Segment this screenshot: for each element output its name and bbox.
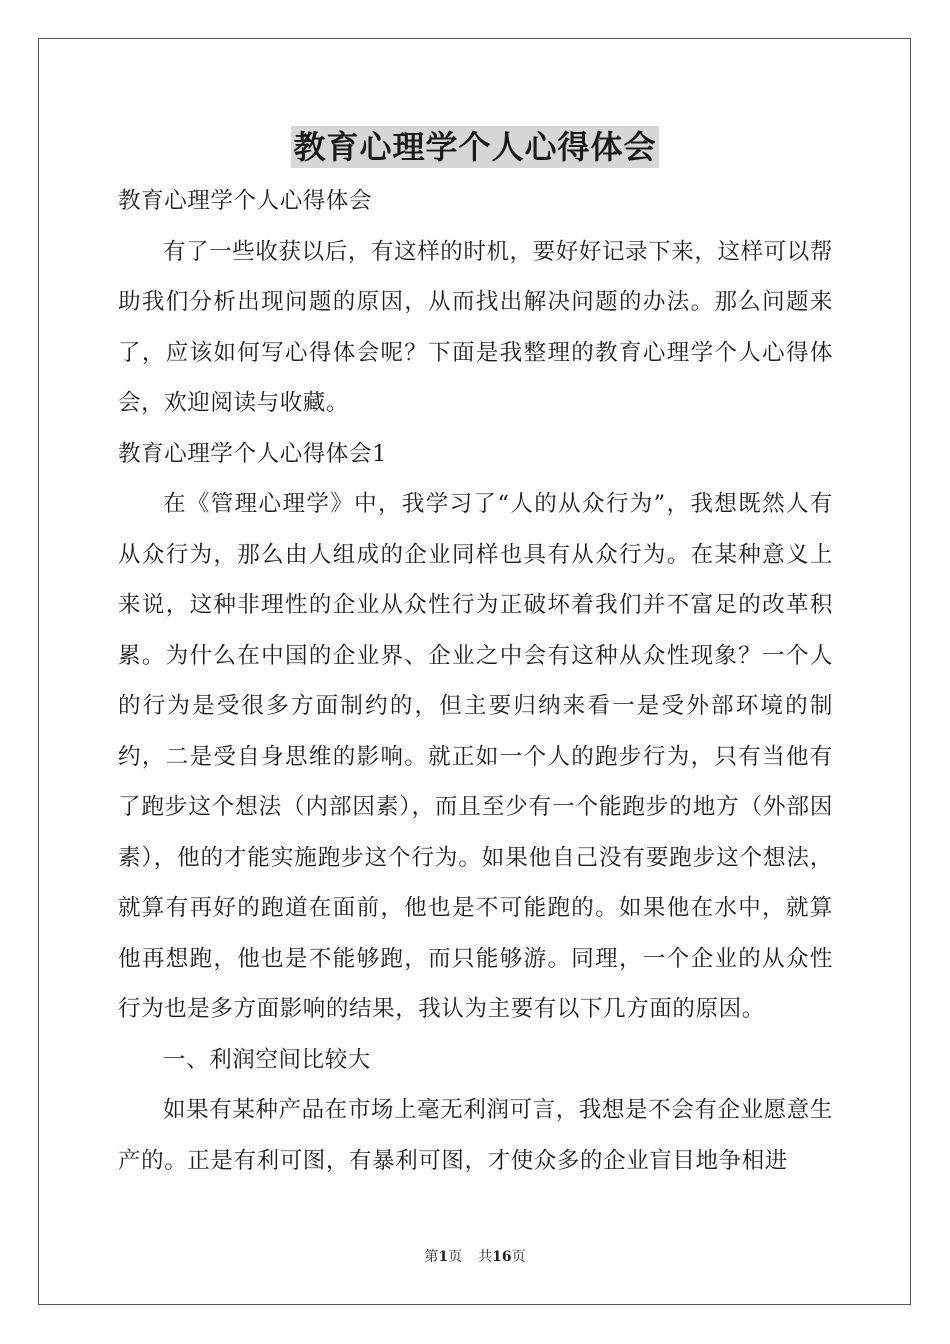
footer-total-prefix: 共 — [478, 1249, 493, 1265]
body-paragraph: 在《管理心理学》中，我学习了“人的从众行为”，我想既然人有从众行为，那么由人组成的企业同样也具有从众行为。在某种意义上来说，这种非理性的企业从众性行为正破坏着我们并不富足的改革积累。为什么在中国的企业界、企业之中会有这种从众性现象？一个人的行为是受很多方面制约的，但主要归纳来看一是受外部环境的制约，二是受自身思维的影响。就正如一个人的跑步行为，只有当他有了跑步这个想法（内部因素），而且至少有一个能跑步的地方（外部因素），他的才能实施跑步这个行为。如果他自己没有要跑步这个想法，就算有再好的跑道在面前，他也是不可能跑的。如果他在水中，就算他再想跑，他也是不能够跑，而只能够游。同理，一个企业的从众性行为也是多方面影响的结果，我认为主要有以下几方面的原因。 — [118, 491, 833, 1022]
title-container — [0, 126, 950, 168]
footer-total-pages: 16 — [492, 1249, 512, 1265]
subsection-heading: 一、利润空间比较大 — [163, 1046, 371, 1073]
page-footer — [0, 1246, 950, 1266]
footer-page-suffix: 页 — [448, 1249, 463, 1265]
intro-paragraph: 有了一些收获以后，有这样的时机，要好好记录下来，这样可以帮助我们分析出现问题的原因，从而找出解决问题的办法。那么问题来了，应该如何写心得体会呢？下面是我整理的教育心理学个人心得体会，欢迎阅读与收藏。 — [118, 238, 833, 416]
body-paragraph: 如果有某种产品在市场上毫无利润可言，我想是不会有企业愿意生产的。正是有利可图，有暴利可图，才使众多的企业盲目地争相进 — [118, 1097, 833, 1174]
footer-page-prefix: 第 — [424, 1249, 439, 1265]
footer-page-number: 1 — [438, 1249, 449, 1265]
subtitle-paragraph: 教育心理学个人心得体会 — [118, 188, 373, 214]
document-title: 教育心理学个人心得体会 — [293, 128, 657, 166]
footer-total-suffix: 页 — [511, 1249, 526, 1265]
document-body — [118, 176, 833, 1186]
section-heading: 教育心理学个人心得体会1 — [118, 440, 388, 467]
